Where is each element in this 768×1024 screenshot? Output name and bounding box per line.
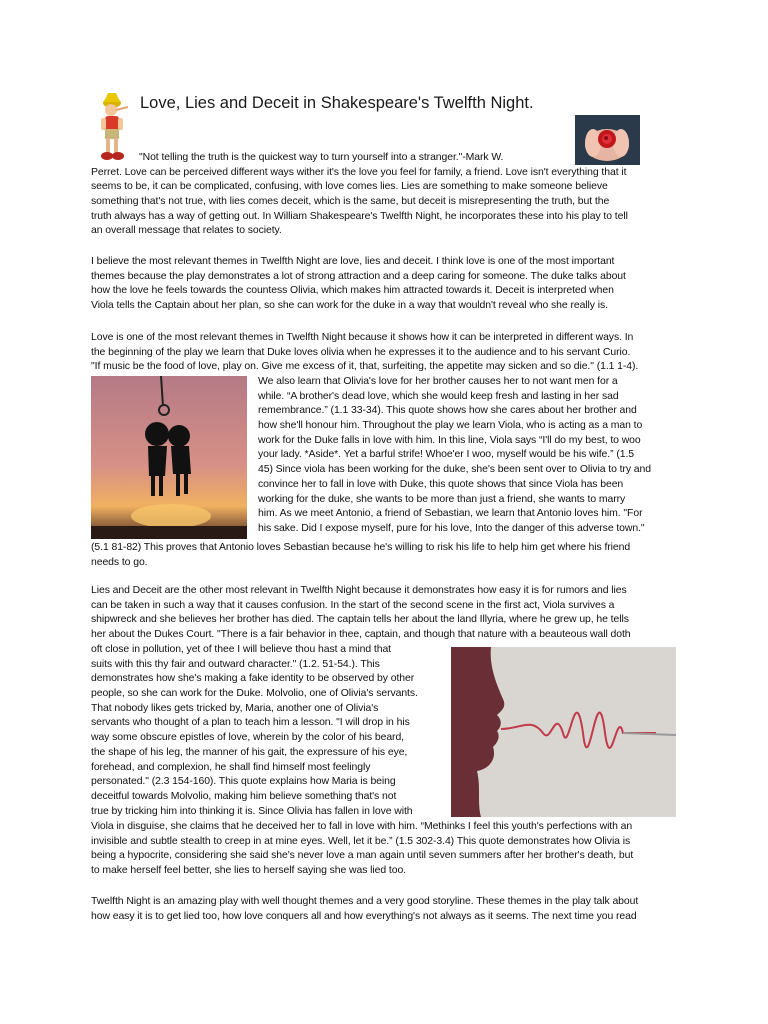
- text-line: can be taken in such a way that it causes confusion. In the start of the second scene in the first act, Viola survives a: [91, 599, 615, 611]
- text-line: truth always has a way of getting out. In William Shakespeare's Twelfth Night, he incorporates these into his play to tell: [91, 210, 628, 222]
- intro-paragraph: [91, 151, 628, 239]
- text-line: to make herself feel better, she lies to herself saying she was lied too.: [91, 865, 406, 877]
- lies-paragraph-wrap: [91, 643, 418, 819]
- lies-paragraph-bottom: [91, 820, 633, 879]
- text-line: "Not telling the truth is the quickest way to turn yourself into a stranger."-Mark W.: [139, 152, 504, 163]
- text-line: remembrance.” (1.1 33-34). This quote shows how she cares about her brother and: [258, 405, 637, 417]
- lies-paragraph-top: [91, 584, 631, 643]
- text-line: people, so she can work for the Duke. Molvolio, one of Olivia's servants.: [91, 688, 418, 700]
- text-line: while. “A brother's dead love, which she would keep fresh and lasting in her sad: [258, 390, 619, 402]
- text-line: the beginning of the play we learn that Duke loves olivia when he expresses it to the audience and to his servant Curio.: [91, 346, 631, 358]
- text-line: something that's not true, with lies comes deceit, which is the same, but deceit is misrepresenting the truth, but the: [91, 196, 610, 208]
- text-line: him. As we meet Antonio, a friend of Sebastian, we learn that Antonio loves him. "For: [258, 508, 643, 520]
- text-line: demonstrates how she's making a fake identity to be observed by other: [91, 673, 415, 685]
- love-paragraph-wrap: [258, 375, 651, 537]
- text-line: way some obscure epistles of love, wherein by the color of his beard,: [91, 732, 404, 744]
- text-line: deceitful towards Molvolio, making him believe something that's not: [91, 790, 397, 802]
- text-line: That nobody likes gets tricked by, Maria, another one of Olivia's: [91, 702, 379, 714]
- text-line: Love is one of the most relevant themes in Twelfth Night because it shows how it can be interpreted in different ways. In: [91, 332, 634, 343]
- conclusion-paragraph: [91, 895, 638, 924]
- text-line: suits with this thy fair and outward character." (1.2. 51-54.). This: [91, 658, 380, 670]
- couple-keychain-photo: [91, 376, 247, 539]
- text-line: his sake. Did I expose myself, pure for his love, Into the danger of this adverse town.": [258, 522, 645, 534]
- text-line: seems to be, it can be complicated, confusing, with love comes lies. Lies are something to make someone believe: [91, 181, 608, 193]
- text-line: invisible and subtle stealth to creep in at mine eyes. Well, let it be.” (1.5 302-3.4) This quote demonstrates how Olivia is: [91, 835, 631, 847]
- text-line: the shape of his leg, the manner of his gait, the expressure of his eye,: [91, 746, 408, 758]
- text-line: 45) Since viola has been working for the duke, she's been sent over to Olivia to try and: [258, 464, 651, 476]
- text-line: servants who thought of a plan to teach him a lesson. "I will drop in his: [91, 717, 410, 729]
- text-line: Viola tells the Captain about her plan, so she can work for the duke in a way that wouldn't reveal who she really is.: [91, 300, 608, 312]
- text-line: I believe the most relevant themes in Twelfth Night are love, lies and deceit. I think love is one of the most important: [91, 256, 615, 267]
- text-line: "If music be the food of love, play on. Give me excess of it, that, surfeiting, the appetite may sicken and so die." (1.1 1-4).: [91, 361, 639, 373]
- text-line: oft close in pollution, yet of thee I will believe thou hast a mind that: [91, 644, 392, 655]
- text-line: work for the Duke falls in love with him. In this line, Viola says “I'll do my best, to woo: [258, 434, 641, 446]
- text-line: how easy it is to get lied too, how love conquers all and how everything's not always as it seems. The next time you read: [91, 910, 637, 922]
- themes-paragraph: [91, 255, 626, 314]
- text-line: Viola in disguise, she claims that he deceived her to fall in love with him. “Methinks I feel this youth's perfections with an: [91, 821, 633, 832]
- love-paragraph-top: [91, 331, 638, 375]
- love-paragraph-bottom: [91, 541, 630, 570]
- text-line: how the love he feels towards the countess Olivia, which makes him attracted towards it. Deceit is interpreted when: [91, 285, 614, 297]
- text-line: (5.1 81-82) This proves that Antonio loves Sebastian because he's willing to risk his life to help him get where his friend: [91, 542, 631, 553]
- text-line: working for the duke, she wants to be more than just a friend, she wants to marry: [258, 493, 626, 505]
- text-line: forehead, and complexion, he shall find himself most feelingly: [91, 761, 371, 773]
- document-title: Love, Lies and Deceit in Shakespeare's Twelfth Night.: [140, 94, 534, 112]
- text-line: true by tricking him into thinking it is. Since Olivia has fallen in love with: [91, 805, 413, 817]
- text-line: her about the Dukes Court. "There is a fair behavior in thee, captain, and though that nature with a beauteous wall doth: [91, 629, 631, 641]
- text-line: Lies and Deceit are the other most relevant in Twelfth Night because it demonstrates how easy it is for rumors and lies: [91, 585, 627, 596]
- text-line: themes because the play demonstrates a lot of strong attraction and a deep caring for someone. The duke talks about: [91, 270, 626, 282]
- text-line: personated." (2.3 154-160). This quote explains how Maria is being: [91, 776, 396, 788]
- text-line: shipwreck and she believes her brother has died. The captain tells her about the land Illyria, where he grew up, he tells: [91, 614, 629, 626]
- text-line: Twelfth Night is an amazing play with well thought themes and a very good storyline. These themes in the play talk about: [91, 896, 639, 907]
- text-line: how she'll honour him. Throughout the play we learn Viola, who is acting as a man to: [258, 420, 643, 432]
- text-line: Perret. Love can be perceived different ways wither it's the love you feel for family, a friend. Love isn't everything that it: [91, 166, 627, 178]
- text-line: being a hypocrite, considering she said she's never love a man again until seven summers after her brother's death, but: [91, 850, 634, 862]
- text-line: an overall message that relates to society.: [91, 225, 282, 237]
- text-line: needs to go.: [91, 556, 148, 568]
- text-line: convince her to fall in love with Duke, this quote shows that since Viola has been: [258, 478, 624, 490]
- speaker-soundwave-photo: [451, 647, 676, 817]
- text-line: We also learn that Olivia's love for her brother causes her to not want men for a: [258, 376, 618, 387]
- text-line: your lady. *Aside*. Yet a barful strife! Whoe'er I woo, myself would be his wife.” (1.5: [258, 449, 634, 461]
